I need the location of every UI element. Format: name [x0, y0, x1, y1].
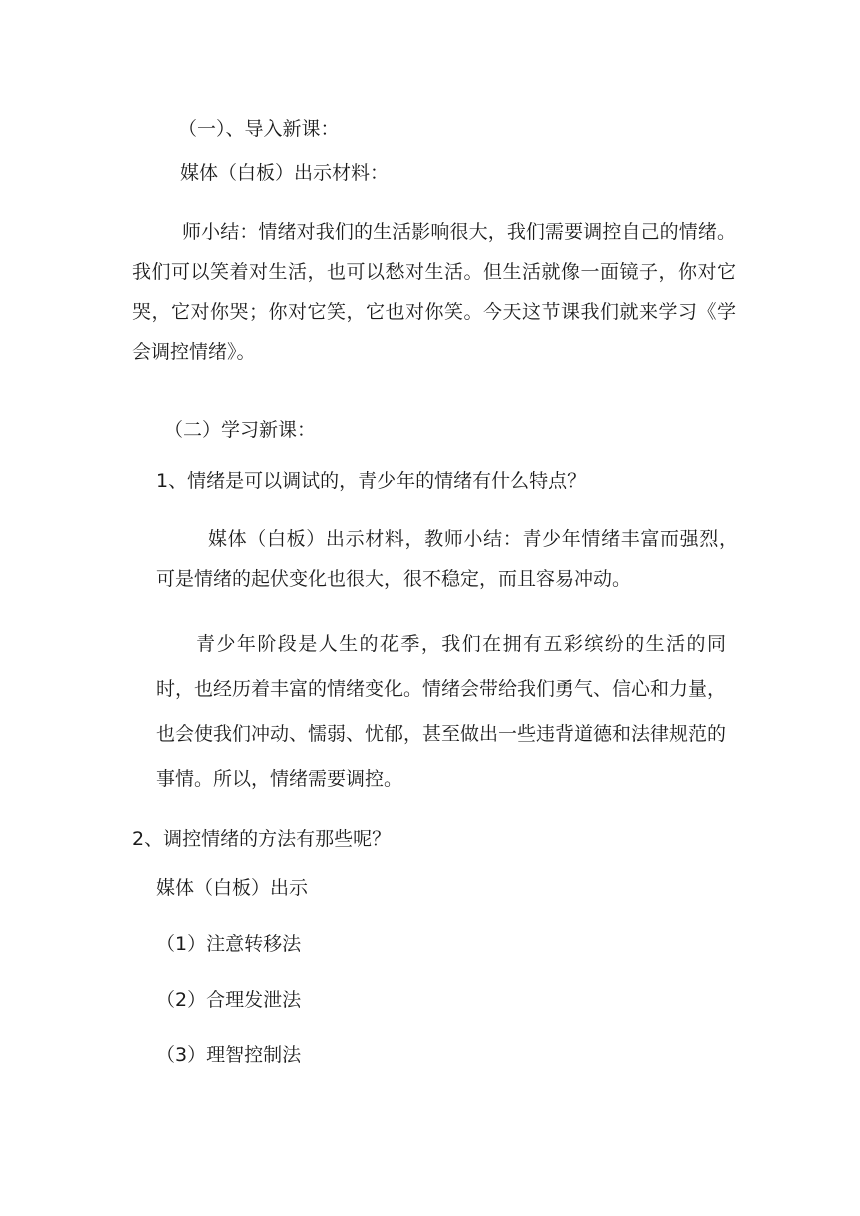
method-3: （3）理智控制法 [156, 1044, 302, 1066]
question-2-media-note: 媒体（白板）出示 [156, 877, 309, 899]
method-2: （2）合理发泄法 [156, 989, 302, 1011]
question-1-paragraph-text: 青少年阶段是人生的花季，我们在拥有五彩缤纷的生活的同时，也经历着丰富的情绪变化。情绪会带给我们勇气、信心和力量，也会使我们冲动、懦弱、忧郁，甚至做出一些违背道德和法律规范的事情。所以，情绪需要调控。 [156, 633, 727, 790]
section1-media-note: 媒体（白板）出示材料： [180, 162, 390, 184]
section1-summary-text: 师小结：情绪对我们的生活影响很大，我们需要调控自己的情绪。我们可以笑着对生活，也可以愁对生活。但生活就像一面镜子，你对它哭，它对你哭；你对它笑，它也对你笑。今天这节课我们就来学习《学会调控情绪》。 [132, 221, 736, 363]
question-1-media-summary [156, 519, 738, 599]
question-2: 2、调控情绪的方法有那些呢？ [132, 828, 392, 850]
question-1-paragraph [156, 622, 726, 802]
section1-heading: （一）、导入新课： [178, 118, 340, 140]
question-1: 1、情绪是可以调试的，青少年的情绪有什么特点？ [156, 470, 587, 492]
method-1: （1）注意转移法 [156, 933, 302, 955]
section2-heading: （二）学习新课： [164, 419, 317, 441]
question-1-media-summary-text: 媒体（白板）出示材料，教师小结：青少年情绪丰富而强烈，可是情绪的起伏变化也很大，很不稳定，而且容易冲动。 [156, 528, 738, 590]
section1-summary-paragraph [132, 212, 736, 372]
